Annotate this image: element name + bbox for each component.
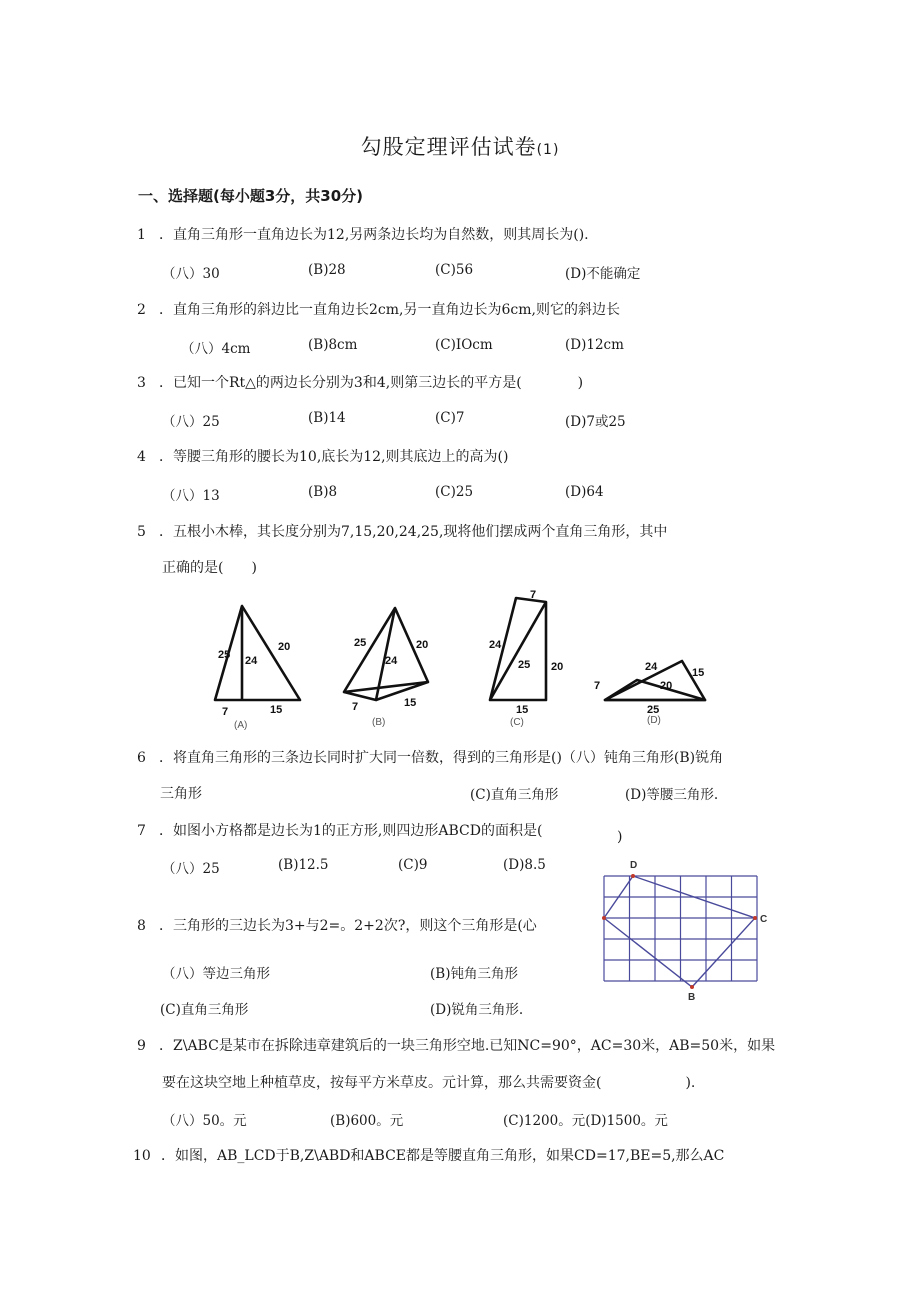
quadrilateral-abcd xyxy=(604,876,755,987)
label: 24 xyxy=(385,655,398,667)
question-4: 4 ．等腰三角形的腰长为10,底长为12,则其底边上的高为() xyxy=(137,449,509,465)
point-c xyxy=(753,916,757,920)
label: 7 xyxy=(352,701,359,713)
label: 25 xyxy=(647,704,660,716)
option[interactable]: (C)25 xyxy=(435,484,474,500)
option[interactable]: （八）25 xyxy=(162,861,220,877)
triangles-figure xyxy=(200,588,720,733)
label: 20 xyxy=(660,680,673,692)
question-7-close: ) xyxy=(617,829,623,845)
option[interactable]: (D)7或25 xyxy=(565,414,626,430)
option[interactable]: (C)直角三角形 xyxy=(160,1002,249,1018)
label-c: C xyxy=(760,914,768,925)
question-8: 8 ．三角形的三边长为3+与2=。2+2次?，则这个三角形是(心 xyxy=(137,918,537,934)
label: 15 xyxy=(692,667,705,679)
label: 15 xyxy=(516,704,529,716)
option[interactable]: (C)56 xyxy=(435,262,474,278)
option[interactable]: （八）25 xyxy=(162,414,220,430)
question-5-line2: 正确的是( ) xyxy=(162,560,257,576)
point-b xyxy=(690,985,694,989)
option[interactable]: (C)1200。元(D)1500。元 xyxy=(503,1113,668,1129)
label: 25 xyxy=(518,659,531,671)
label-d: D xyxy=(630,860,638,871)
option[interactable]: （八）50。元 xyxy=(162,1113,247,1129)
option[interactable]: (D)12cm xyxy=(565,337,624,353)
option[interactable]: (D)锐角三角形. xyxy=(430,1002,524,1018)
option[interactable]: (D)8.5 xyxy=(503,857,546,873)
option[interactable]: （八）13 xyxy=(162,488,220,504)
section-heading: 一、选择题(每小题3分，共30分) xyxy=(138,187,364,205)
question-6-line2: 三角形 xyxy=(160,786,202,802)
option[interactable]: (B)8cm xyxy=(308,337,358,353)
point-d xyxy=(631,874,635,878)
question-1: 1 ．直角三角形一直角边长为12,另两条边长均为自然数，则其周长为(). xyxy=(137,227,589,243)
label: 7 xyxy=(222,706,229,718)
label: 15 xyxy=(270,704,283,716)
label: 25 xyxy=(218,649,231,661)
option[interactable]: （八）等边三角形 xyxy=(162,966,270,982)
option[interactable]: (B)14 xyxy=(308,410,346,426)
option[interactable]: (B)8 xyxy=(308,484,338,500)
option[interactable]: (C)直角三角形 xyxy=(470,787,559,803)
option[interactable]: (B)28 xyxy=(308,262,346,278)
question-5: 5 ．五根小木棒，其长度分别为7,15,20,24,25,现将他们摆成两个直角三角形，其中 xyxy=(137,524,668,540)
label: 24 xyxy=(645,661,658,673)
point-a xyxy=(602,916,606,920)
label: 7 xyxy=(594,680,601,692)
label: 20 xyxy=(551,661,564,673)
question-10: 10 ．如图，AB_LCD于B,Z\ABD和ABCE都是等腰直角三角形，如果CD=17,BE=5,那么AC xyxy=(133,1148,725,1164)
caption: (D) xyxy=(647,715,661,726)
label: 24 xyxy=(489,639,502,651)
label: 7 xyxy=(530,589,537,601)
question-7: 7 ．如图小方格都是边长为1的正方形,则四边形ABCD的面积是( xyxy=(137,823,543,839)
page-title: 勾股定理评估试卷(1) xyxy=(360,135,560,159)
option[interactable]: (B)钝角三角形 xyxy=(430,966,518,982)
option[interactable]: (B)12.5 xyxy=(278,857,329,873)
question-3: 3 ．已知一个Rt△的两边长分别为3和4,则第三边长的平方是( ) xyxy=(137,375,584,391)
option[interactable]: （八）4cm xyxy=(181,341,251,357)
option[interactable]: （八）30 xyxy=(162,266,220,282)
label-b: B xyxy=(688,992,696,1003)
label: 15 xyxy=(404,697,417,709)
question-6: 6 ．将直角三角形的三条边长同时扩大同一倍数，得到的三角形是()（八）钝角三角形(B)锐角 xyxy=(137,750,724,766)
label: 20 xyxy=(278,641,291,653)
question-2: 2 ．直角三角形的斜边比一直角边长2cm,另一直角边长为6cm,则它的斜边长 xyxy=(137,302,620,318)
option[interactable]: (C)7 xyxy=(435,410,465,426)
caption: (B) xyxy=(372,717,386,728)
triangle-d-2 xyxy=(605,680,705,700)
question-9-line2: 要在这块空地上种植草皮，按每平方米草皮。元计算，那么共需要资金( ). xyxy=(162,1075,696,1091)
triangle-c-diagonal xyxy=(490,602,546,700)
caption: (C) xyxy=(510,717,524,728)
option[interactable]: (D)不能确定 xyxy=(565,266,641,282)
label: 24 xyxy=(245,655,258,667)
option[interactable]: (B)600。元 xyxy=(330,1113,404,1129)
label: 20 xyxy=(416,639,429,651)
option[interactable]: (C)IOcm xyxy=(435,337,493,353)
option[interactable]: (D)64 xyxy=(565,484,604,500)
caption: (A) xyxy=(234,720,248,731)
question-9: 9 ．Z\ABC是某市在拆除违章建筑后的一块三角形空地.已知NC=90°，AC=30米，AB=50米，如果 xyxy=(137,1038,776,1054)
grid-figure xyxy=(594,855,776,1005)
option[interactable]: (C)9 xyxy=(398,857,428,873)
option[interactable]: (D)等腰三角形. xyxy=(625,787,719,803)
label: 25 xyxy=(354,637,367,649)
